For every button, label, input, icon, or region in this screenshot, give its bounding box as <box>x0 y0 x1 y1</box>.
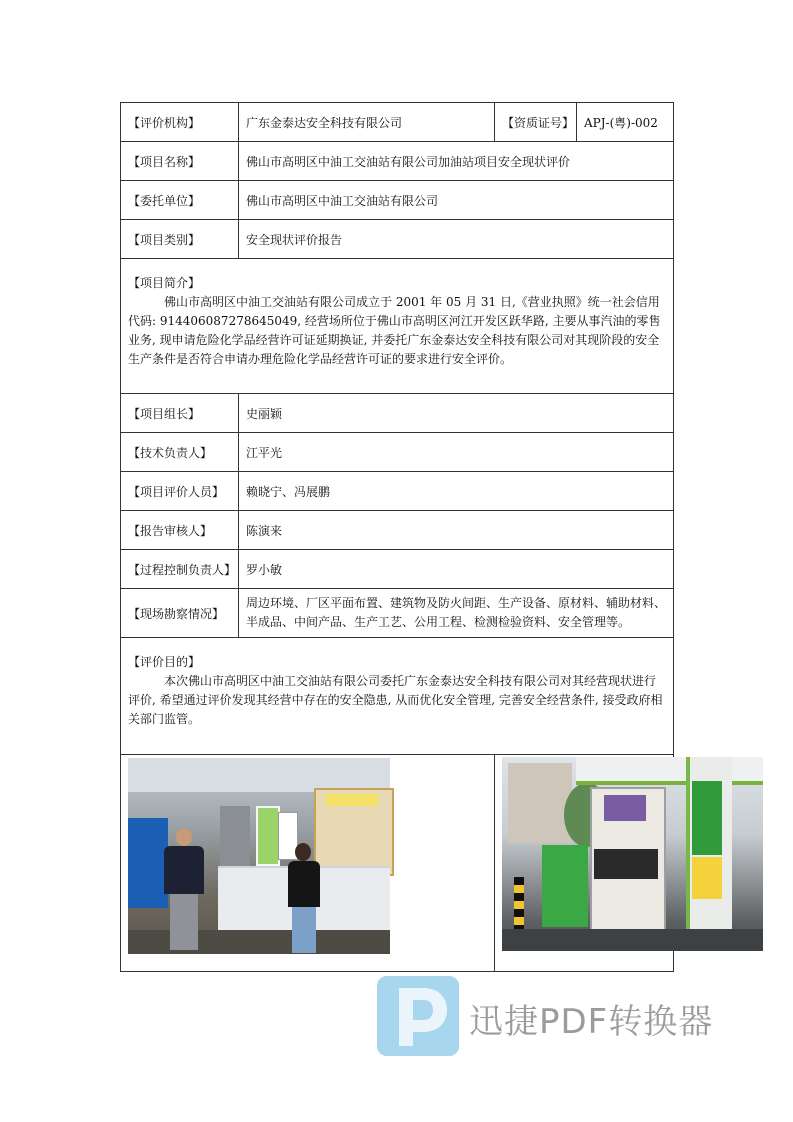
client-label: 【委托单位】 <box>121 181 239 220</box>
purpose-title: 【评价目的】 <box>128 655 201 669</box>
purpose-text: 本次佛山市高明区中油工交油站有限公司委托广东金泰达安全科技有限公司对其经营现状进行评价, 希望通过评价发现其经营中存在的安全隐患, 从而优化安全管理, 完善安全经营条件, 接受政府相关部门监管。 <box>128 674 663 726</box>
station-shop-photo <box>121 755 397 971</box>
certificate-label: 【资质证号】 <box>495 103 577 142</box>
client-value: 佛山市高明区中油工交油站有限公司 <box>239 181 674 220</box>
store-sign <box>326 794 378 806</box>
site-survey-label: 【现场勘察情况】 <box>121 589 239 638</box>
forecourt-floor <box>502 929 763 951</box>
row-intro <box>121 259 674 394</box>
row-project-type <box>121 220 674 259</box>
intro-text: 佛山市高明区中油工交油站有限公司成立于 2001 年 05 月 31 日,《营业执照》统一社会信用代码: 914406087278645049, 经营场所位于佛山市高明区河江开发区跃华路, 主要从事汽油的零售业务, 现申请危险化学品经营许可证延期换证, 并委托广东金泰达安全科技有限公司对其现阶段的安全生产条件是否符合申请办理危险化学品经营许可证的要求进行安全评价。 <box>128 295 661 366</box>
row-client <box>121 181 674 220</box>
person-woman-head <box>295 843 311 861</box>
person-man-body <box>164 846 204 894</box>
evaluators-label: 【项目评价人员】 <box>121 472 239 511</box>
warning-sign <box>692 857 722 899</box>
floor <box>128 930 390 954</box>
row-project-name <box>121 142 674 181</box>
process-lead-label: 【过程控制负责人】 <box>121 550 239 589</box>
project-name-value: 佛山市高明区中油工交油站有限公司加油站项目安全现状评价 <box>239 142 674 181</box>
fuel-pump-photo <box>495 755 771 971</box>
certificate-value: APJ-(粤)-002 <box>577 103 674 142</box>
person-woman-legs <box>292 907 316 953</box>
background-building <box>508 763 572 843</box>
intro-cell <box>121 259 674 394</box>
forecourt-canopy <box>576 757 763 785</box>
pillar-sign <box>692 781 722 855</box>
person-man-legs <box>170 894 198 950</box>
watermark-text: 迅捷PDF转换器 <box>469 1002 714 1042</box>
person-man-head <box>176 828 192 846</box>
project-type-label: 【项目类别】 <box>121 220 239 259</box>
evaluation-info-table <box>120 102 674 972</box>
evaluator-value: 广东金泰达安全科技有限公司 <box>239 103 495 142</box>
watermark <box>377 976 737 1058</box>
intro-title: 【项目简介】 <box>128 276 201 290</box>
row-evaluator <box>121 103 674 142</box>
green-cabinet <box>542 845 588 927</box>
row-evaluators <box>121 472 674 511</box>
purpose-cell <box>121 638 674 755</box>
row-process-lead <box>121 550 674 589</box>
reviewer-value: 陈演来 <box>239 511 674 550</box>
photo-cell-left <box>121 755 495 972</box>
project-name-label: 【项目名称】 <box>121 142 239 181</box>
photo-scene-pumps <box>502 757 763 951</box>
dispenser-screen <box>604 795 646 821</box>
project-type-value: 安全现状评价报告 <box>239 220 674 259</box>
photo-cell-right <box>495 755 674 972</box>
team-leader-value: 史丽颖 <box>239 394 674 433</box>
photo-scene-shop <box>128 758 390 954</box>
tech-lead-label: 【技术负责人】 <box>121 433 239 472</box>
pdf-logo-icon <box>377 976 459 1056</box>
dispenser-nozzles <box>594 849 658 879</box>
process-lead-value: 罗小敏 <box>239 550 674 589</box>
team-leader-label: 【项目组长】 <box>121 394 239 433</box>
brand-wall <box>128 818 168 908</box>
person-woman-body <box>288 861 320 907</box>
row-reviewer <box>121 511 674 550</box>
row-site-survey <box>121 589 674 638</box>
evaluator-label: 【评价机构】 <box>121 103 239 142</box>
row-tech-lead <box>121 433 674 472</box>
site-survey-value: 周边环境、厂区平面布置、建筑物及防火间距、生产设备、原材料、辅助材料、半成品、中间产品、生产工艺、公用工程、检测检验资料、安全管理等。 <box>239 589 674 638</box>
evaluators-value: 赖晓宁、冯展鹏 <box>239 472 674 511</box>
row-photos <box>121 755 674 972</box>
row-team-leader <box>121 394 674 433</box>
tech-lead-value: 江平光 <box>239 433 674 472</box>
reviewer-label: 【报告审核人】 <box>121 511 239 550</box>
row-purpose <box>121 638 674 755</box>
wall-poster <box>256 806 280 866</box>
evaluation-info-sheet <box>120 102 673 972</box>
